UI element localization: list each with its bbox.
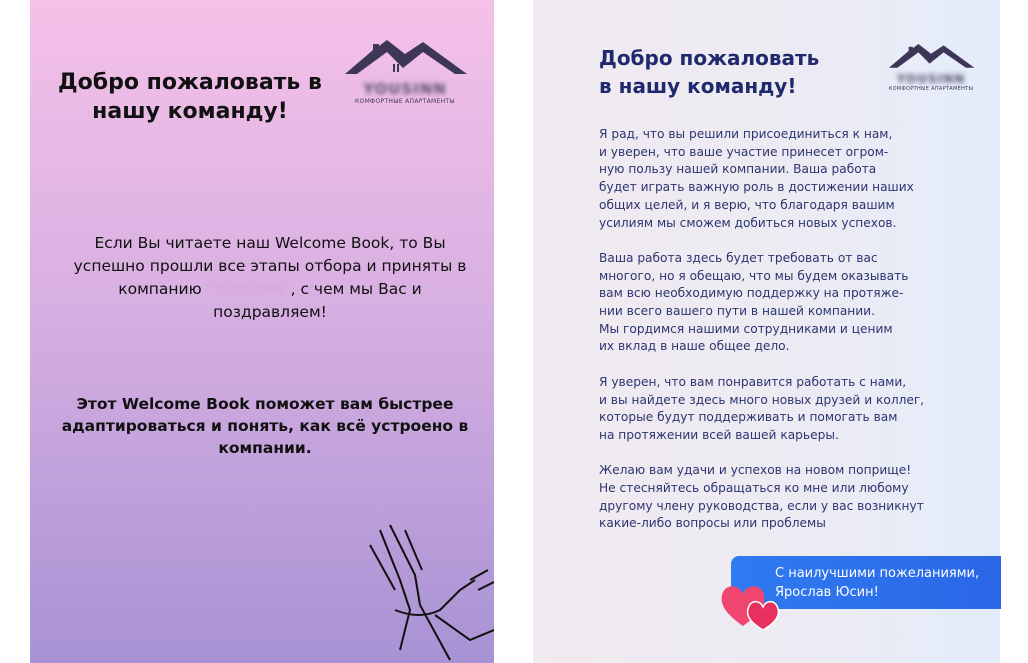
highlight-text: Этот Welcome Book поможет вам быстрее адаптироваться и понять, как всё устроено в компании. (61, 395, 469, 457)
hearts-icon (719, 580, 783, 630)
title-line-2: в нашу команду! (599, 74, 797, 98)
logo-tagline: КОМФОРТНЫЕ АПАРТАМЕНТЫ (888, 86, 974, 92)
welcome-page-1 (30, 0, 494, 663)
letter-paragraph: Я уверен, что вам понравится работать с нами, и вы найдете здесь много новых друзей и коллег, которые будут поддерживать и помогать вам на протяжении всей вашей карьеры. (599, 374, 925, 442)
company-name: "YOUSINN" (206, 280, 291, 298)
title-line-1: Добро пожаловать (599, 46, 820, 70)
intro-text-a: Если Вы читаете наш Welcome Book, то Вы успешно прошли все этапы отбора и приняты в компанию (73, 234, 467, 298)
signature-line-2: Ярослав Юсин! (775, 585, 879, 600)
logo-name: YOUSINN (896, 72, 966, 86)
welcome-letter (599, 126, 929, 551)
page-title: Добро пожаловать в нашу команду! (58, 70, 322, 124)
company-logo (340, 40, 470, 105)
logo-name: YOUSINN (363, 80, 447, 98)
letter-paragraph: Ваша работа здесь будет требовать от вас многого, но я обещаю, что мы будем оказывать вам всю необходимую поддержку на протяже- нии всего вашего пути в нашей компании. Мы гордимся нашими сотрудниками и ценим их вклад в наше общее дело. (599, 250, 909, 354)
page-title (599, 44, 819, 100)
house-roof-icon (343, 40, 467, 80)
logo-tagline: КОМФОРТНЫЕ АПАРТАМЕНТЫ (355, 98, 455, 105)
company-logo (883, 44, 979, 92)
clapping-hands-illustration (360, 520, 494, 663)
intro-text (70, 232, 470, 324)
house-roof-icon (885, 44, 977, 72)
signature-line-1: С наилучшими пожеланиями, (775, 566, 980, 581)
letter-paragraph: Я рад, что вы решили присоединиться к нам, и уверен, что ваше участие принесет огром- ную пользу нашей компании. Ваша работа будет играть важную роль в достижении наших общих целей, и я верю, что благодаря вашим усилиям мы сможем добиться новых успехов. (599, 127, 914, 230)
letter-paragraph: Желаю вам удачи и успехов на новом поприще! Не стесняйтесь обращаться ко мне или любому другому члену руководства, если у вас возникнут какие-либо вопросы или проблемы (599, 463, 924, 531)
intro-text-b: , с чем мы Вас и поздравляем! (213, 280, 422, 321)
welcome-page-2 (533, 0, 1000, 663)
